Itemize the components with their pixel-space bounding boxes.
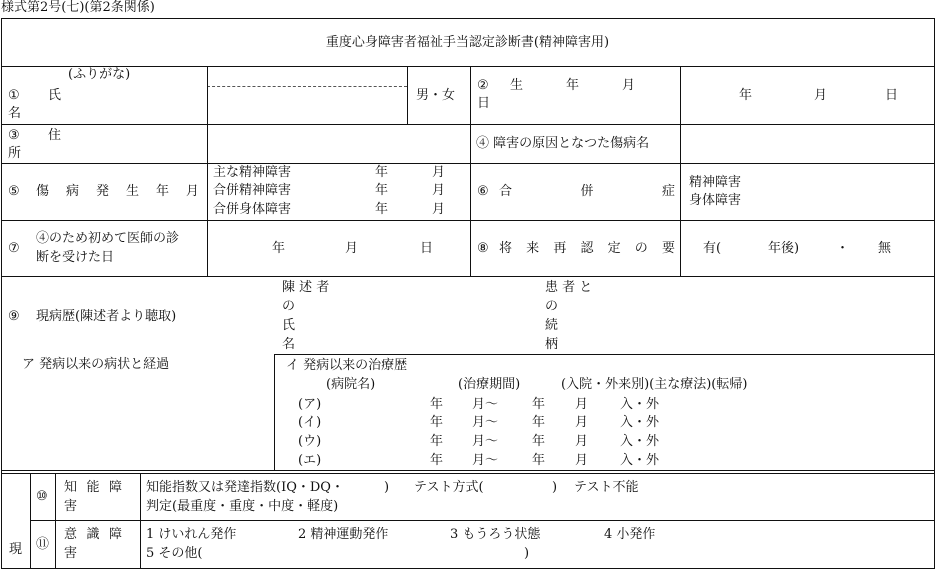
rule-firstvisit [1,276,934,277]
name-input[interactable] [210,90,410,120]
birth-year: 年 [739,88,753,103]
consciousness-num: ⑪ [36,537,50,552]
treatment-row-y2: 年 [532,453,546,468]
treatment-row-m2: 月 [575,397,589,412]
name-label-1: 氏 [48,88,62,103]
cause-label: ④ 障害の原因となつた傷病名 [476,136,650,151]
intellect-test-label: テスト方式( [414,480,484,495]
col-b [470,66,471,124]
onset-label: 傷 病 発 生 年 月 [36,184,199,199]
treatment-row-type[interactable]: 入・外 [620,415,660,430]
border-top [1,18,934,19]
recert-label: 将 来 再 認 定 の 要 [499,241,675,256]
treatment-row-mark: (イ) [298,415,322,430]
history-num: ⑨ [8,309,20,324]
furigana-label: (ふりがな) [68,67,131,82]
intellect-iq-label: 知能指数又は発達指数(IQ・DQ・ [146,480,344,495]
treatment-row-y1: 年 [430,415,444,430]
form-label: 様式第2号(七)(第2条関係) [1,0,155,15]
firstvisit-day: 日 [420,241,434,256]
history-label: 現病歴(陳述者より聴取) [36,309,177,324]
treatment-title: イ 発病以来の治療歴 [286,358,408,373]
treatment-row-mark: (エ) [298,453,322,468]
intellect-label-2: 害 [64,499,78,514]
onset-row-month: 月 [432,202,446,217]
treatment-row-type[interactable]: 入・外 [620,453,660,468]
intellect-untestable[interactable]: テスト不能 [574,480,639,495]
treatment-row-m1: 月～ [472,397,499,412]
treatment-row-mark: (ア) [298,397,322,412]
recert-num: ⑧ [477,241,489,256]
onset-row-label: 合併精神障害 [213,183,292,198]
birth-label-2: 年 [566,78,580,93]
complication-label: 合 併 症 [499,184,675,199]
relation-label: 柄 [545,337,559,352]
treatment-row-m1: 月～ [472,415,499,430]
col-a [207,66,208,277]
intellect-num: ⑩ [36,489,48,504]
consciousness-label: 意 識 障 [64,527,122,542]
consciousness-other-close: ) [524,546,530,561]
border-left [1,18,2,569]
firstvisit-month: 月 [345,241,359,256]
consciousness-label-2: 害 [64,546,78,561]
name-num: ① [8,88,20,103]
relation-input[interactable] [575,300,781,336]
onset-num: ⑤ [8,184,20,199]
col-label [140,473,141,569]
consciousness-option[interactable]: 4 小発作 [604,527,656,542]
treatment-row-m2: 月 [575,453,589,468]
address-label-1: 住 [48,128,62,143]
onset-row-label: 合併身体障害 [213,202,292,217]
name-label-2: 名 [8,106,22,121]
rule-name [1,124,934,125]
current-label: 現 [9,542,23,557]
recert-yes[interactable]: 有( [703,241,722,256]
relation-label: 患 者 と [545,280,593,295]
onset-row-year: 年 [375,202,389,217]
cause-input[interactable] [684,128,935,160]
rule-treatment-top [274,354,934,355]
consciousness-option[interactable]: 1 けいれん発作 [146,527,237,542]
course-label: ア 発病以来の病状と経過 [22,357,170,372]
firstvisit-label-1: ④のため初めて医師の診 [36,231,180,246]
rule-history-bottom-1 [1,470,934,471]
birth-label-3: 月 [622,78,636,93]
consciousness-other[interactable]: 5 その他( [146,546,203,561]
recert-years-after: 年後) [768,241,800,256]
intellect-label: 知 能 障 [64,480,122,495]
birth-month: 月 [814,88,828,103]
recert-dot: ・ [836,241,850,256]
treatment-row-m2: 月 [575,434,589,449]
rule-address [1,163,934,164]
treatment-row-type[interactable]: 入・外 [620,397,660,412]
relation-label: 続 [545,318,559,333]
birth-label-1: 生 [510,78,524,93]
address-input[interactable] [210,128,472,160]
birth-day: 日 [885,88,899,103]
rule-onset [1,220,934,221]
narrator-name-input[interactable] [310,300,536,336]
treatment-row-m2: 月 [575,415,589,430]
consciousness-option[interactable]: 2 精神運動発作 [298,527,389,542]
onset-row-year: 年 [375,165,389,180]
narrator-label: 氏 [282,318,296,333]
firstvisit-year: 年 [272,241,286,256]
treatment-row-y1: 年 [430,397,444,412]
complication-item-mental: 精神障害 [689,175,742,190]
treatment-row-mark: (ウ) [298,434,322,449]
col-c [680,66,681,277]
rule-title [1,66,934,67]
onset-row-year: 年 [375,183,389,198]
treatment-row-y2: 年 [532,397,546,412]
treatment-header-hospital: (病院名) [326,377,376,392]
address-label-2: 所 [8,146,22,161]
gender-select[interactable]: 男・女 [416,88,456,103]
intellect-iq-close: ) [384,480,390,495]
treatment-row-type[interactable]: 入・外 [620,434,660,449]
treatment-row-m1: 月～ [472,434,499,449]
furigana-dash [207,86,407,87]
birth-label-4: 日 [477,96,491,111]
form-title: 重度心身障害者福祉手当認定診断書(精神障害用) [325,35,610,50]
complication-num: ⑥ [477,184,489,199]
consciousness-option[interactable]: 3 もうろう状態 [450,527,541,542]
relation-label: の [545,299,559,314]
furigana-input[interactable] [210,68,410,85]
narrator-label: の [282,299,296,314]
complication-item-physical: 身体障害 [689,193,742,208]
treatment-row-y2: 年 [532,434,546,449]
onset-row-month: 月 [432,183,446,198]
narrator-label: 陳 述 者 [282,280,330,295]
treatment-row-y1: 年 [430,453,444,468]
narrator-label: 名 [282,337,296,352]
onset-row-month: 月 [432,165,446,180]
intellect-judgement[interactable]: 判定(最重度・重度・中度・軽度) [146,499,339,514]
col-current [30,473,31,569]
treatment-row-y2: 年 [532,415,546,430]
treatment-row-y1: 年 [430,434,444,449]
firstvisit-label-2: 断を受けた日 [36,250,115,265]
firstvisit-num: ⑦ [8,241,20,256]
rule-intellect [30,520,934,521]
onset-row-label: 主な精神障害 [213,165,292,180]
address-num: ③ [8,128,20,143]
treatment-header-period: (治療期間) [458,377,521,392]
birth-num: ② [477,78,489,93]
col-treatment [274,354,275,471]
col-num [55,473,56,569]
intellect-test-close: ) [552,480,558,495]
treatment-row-m1: 月～ [472,453,499,468]
recert-no[interactable]: 無 [878,241,892,256]
treatment-header-other: (入院・外来別)(主な療法)(転帰) [561,377,748,392]
